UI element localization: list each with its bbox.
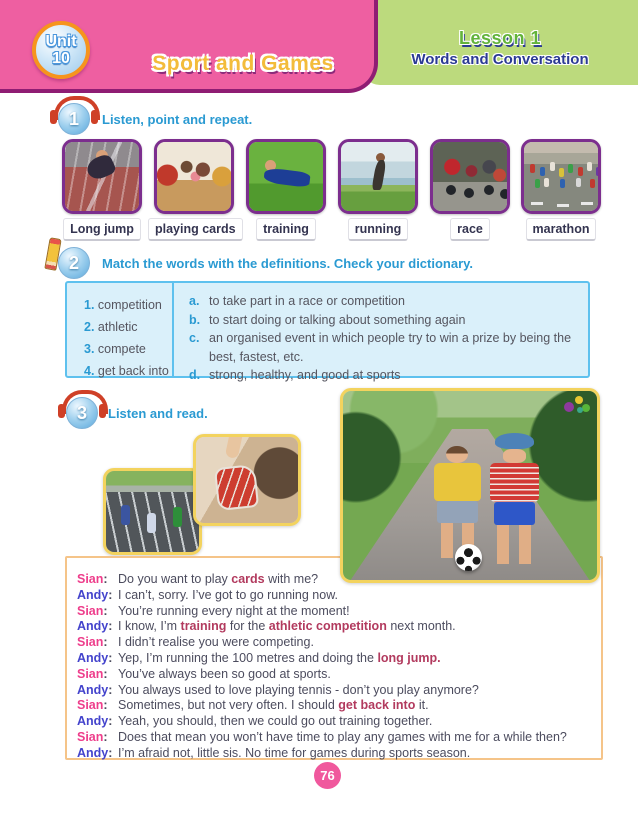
definition-item <box>189 366 578 385</box>
vocab-label: Long jump <box>63 218 141 241</box>
boy-head <box>446 446 468 464</box>
dialogue-line <box>77 604 593 620</box>
speaker-name: Andy <box>77 650 109 665</box>
word-item <box>84 320 172 334</box>
logo-dot-yellow <box>575 396 583 404</box>
training-photo <box>246 139 326 214</box>
exercise3-instruction: Listen and read. <box>108 406 208 421</box>
unit-banner <box>0 0 378 93</box>
dialogue-line <box>77 730 593 746</box>
word-text: athletic <box>97 320 138 334</box>
vocab-label-slot <box>515 218 607 241</box>
word-item <box>84 342 172 356</box>
kids-running-track-image <box>106 471 199 552</box>
speaker-colon: : <box>103 729 108 744</box>
dialogue-text: Do you want to play cards with me? <box>118 572 319 586</box>
marathon-photo <box>521 139 601 214</box>
speaker-colon: : <box>108 619 113 634</box>
lesson-title: Lesson 1 <box>458 28 542 48</box>
speaker-colon: : <box>108 587 113 602</box>
publisher-logo <box>564 396 590 416</box>
word-item <box>84 364 172 378</box>
definition-letter: c. <box>189 331 200 345</box>
vocab-label: playing cards <box>148 218 243 241</box>
lesson-banner <box>362 0 638 85</box>
speaker-colon: : <box>103 666 108 681</box>
speaker-colon: : <box>103 572 108 586</box>
dialogue-text: I didn’t realise you were competing. <box>118 635 314 650</box>
boy-head <box>503 449 525 463</box>
vocab-label: running <box>348 218 409 241</box>
speaker-colon: : <box>108 714 113 729</box>
dialogue-line <box>77 698 593 714</box>
definition-letter: b. <box>189 312 201 327</box>
dialogue-text: You always used to love playing tennis - don’t you play anymore? <box>118 682 479 697</box>
word-text: competition <box>97 298 162 312</box>
vocab-label: training <box>256 218 316 241</box>
dialogue-text: I’m afraid not, little sis. No time for games during sports season. <box>118 745 471 760</box>
dialogue-box <box>65 556 603 760</box>
speaker-colon: : <box>108 650 113 665</box>
dialogue-line <box>77 714 593 730</box>
logo-dot-green <box>582 404 590 412</box>
speaker-name: Andy <box>77 619 109 634</box>
race-image <box>433 142 507 211</box>
boys-football-image <box>343 391 597 580</box>
vocab-label-slot <box>56 218 148 241</box>
dialogue-line <box>77 746 593 762</box>
vocab-label-slot <box>148 218 240 241</box>
race-photo <box>430 139 510 214</box>
dialogue-text: Does that mean you won’t have time to play any games with me for a while then? <box>118 729 567 744</box>
dialogue-line <box>77 651 593 667</box>
definition-text: strong, healthy, and good at sports <box>209 368 401 382</box>
running-photo <box>338 139 418 214</box>
speaker-name: Andy <box>77 745 109 760</box>
exercise2-number: 2 <box>58 247 90 279</box>
word-number: 1. <box>84 298 95 312</box>
word-text: compete <box>97 342 146 356</box>
speaker-name: Sian <box>77 603 104 618</box>
speaker-name: Sian <box>77 698 104 713</box>
lesson-subtitle: Words and Conversation <box>411 51 589 68</box>
dialogue-line <box>77 667 593 683</box>
boy-legs <box>497 525 531 564</box>
speaker-colon: : <box>108 745 113 760</box>
exercise1-number: 1 <box>58 103 90 135</box>
long-jump-photo <box>62 139 142 214</box>
dialogue-text: You’ve always been so good at sports. <box>118 666 331 681</box>
definition-text: to take part in a race or competition <box>209 294 405 308</box>
exercise2-instruction: Match the words with the definitions. Check your dictionary. <box>102 256 474 271</box>
unit-badge <box>32 21 90 79</box>
kids-running-track-photo <box>103 468 202 555</box>
boy-red-shirt <box>488 433 541 562</box>
dialogue-line <box>77 683 593 699</box>
speaker-name: Andy <box>77 682 109 697</box>
definition-text: an organised event in which people try to win a prize by being the best, fastest, etc. <box>209 331 572 364</box>
long-jump-image <box>65 142 139 211</box>
vocab-label: race <box>450 218 490 241</box>
speaker-name: Sian <box>77 572 104 586</box>
playing-cards-image <box>157 142 231 211</box>
definition-item <box>189 329 578 366</box>
definition-item <box>189 311 578 330</box>
blue-shorts <box>494 502 536 525</box>
headphones-icon <box>66 397 98 429</box>
word-number: 2. <box>84 320 95 334</box>
word-number: 4. <box>84 364 95 378</box>
definition-list <box>176 283 588 385</box>
gray-shorts <box>437 501 478 523</box>
speaker-colon: : <box>103 698 108 713</box>
logo-dot-teal <box>577 407 583 413</box>
vocab-label: marathon <box>526 218 597 241</box>
unit-number: 10 <box>52 50 70 67</box>
speaker-name: Sian <box>77 729 104 744</box>
speaker-name: Andy <box>77 587 109 602</box>
speaker-colon: : <box>103 635 108 650</box>
headphones-icon <box>58 103 90 135</box>
definition-item <box>189 292 578 311</box>
training-image <box>249 142 323 211</box>
playing-cards-photo <box>154 139 234 214</box>
boys-football-photo <box>340 388 600 583</box>
unit-label: Unit <box>45 33 77 50</box>
speaker-name: Andy <box>77 714 109 729</box>
dialogue-line <box>77 619 593 635</box>
definition-text: to start doing or talking about something again <box>209 312 466 327</box>
word-number: 3. <box>84 342 95 356</box>
girl-with-cards-photo <box>193 434 301 526</box>
word-text: get back into <box>97 364 169 378</box>
dialogue-text: Yeah, you should, then we could go out training together. <box>118 714 433 729</box>
speaker-colon: : <box>103 603 108 618</box>
dialogue-text: I know, I’m training for the athletic competition next month. <box>118 619 456 634</box>
running-image <box>341 142 415 211</box>
definition-letter: d. <box>189 368 201 382</box>
definition-letter: a. <box>189 294 200 308</box>
exercise1-instruction: Listen, point and repeat. <box>102 112 253 127</box>
dialogue-text: Yep, I’m running the 100 metres and doing the long jump. <box>118 650 441 665</box>
yellow-shirt <box>434 463 481 500</box>
vocab-label-slot <box>424 218 516 241</box>
page-number: 76 <box>314 762 341 789</box>
blue-hat <box>495 433 534 450</box>
girl-with-cards-image <box>196 437 298 523</box>
vocab-label-slot <box>332 218 424 241</box>
vocab-label-slot <box>240 218 332 241</box>
unit-title: Sport and Games <box>152 52 334 75</box>
dialogue-text: I can’t, sorry. I’ve got to go running now. <box>118 587 339 602</box>
word-item <box>84 298 172 312</box>
dialogue-line <box>77 635 593 651</box>
football-icon <box>455 544 482 571</box>
speaker-name: Sian <box>77 666 104 681</box>
dialogue-text: Sometimes, but not very often. I should get back into it. <box>118 698 429 713</box>
marathon-image <box>524 142 598 211</box>
red-striped-shirt <box>490 463 539 502</box>
dialogue-line <box>77 588 593 604</box>
logo-dot-purple <box>564 402 574 412</box>
exercise3-number: 3 <box>66 397 98 429</box>
matching-exercise-box <box>65 281 590 382</box>
pencil-icon <box>58 247 90 279</box>
word-list <box>67 283 174 376</box>
dialogue-text: You’re running every night at the moment! <box>118 603 350 618</box>
speaker-colon: : <box>108 682 113 697</box>
speaker-name: Sian <box>77 635 104 650</box>
